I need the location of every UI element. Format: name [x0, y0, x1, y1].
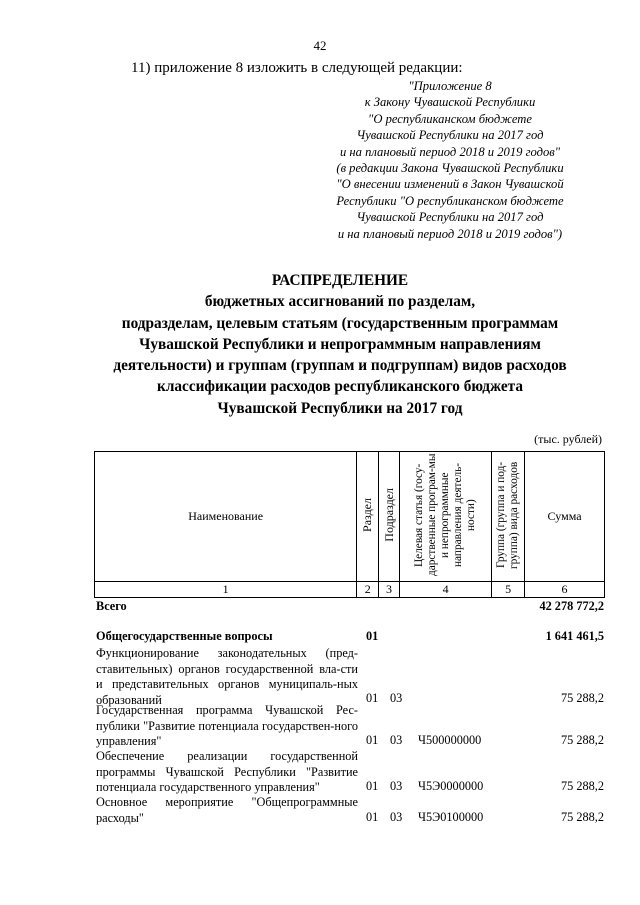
title-line: бюджетных ассигнований по разделам, — [204, 293, 476, 311]
appendix-line: и на плановый период 2018 и 2019 годов" — [339, 144, 561, 159]
title-line: Чувашской Республики и непрограммным направлениям — [139, 335, 541, 353]
col-number: 1 — [95, 582, 357, 598]
appendix-line: "О внесении изменений в Закон Чувашской — [336, 177, 564, 192]
page-number: 42 — [313, 38, 327, 53]
row-name: Общегосударственные вопросы — [96, 629, 273, 643]
appendix-line: (в редакции Закона Чувашской Республики — [336, 161, 564, 176]
row-subsection: 03 — [390, 733, 403, 747]
row-sum: 75 288,2 — [560, 810, 604, 824]
row-name: Обеспечение реализации государственной программы Чувашской Республики "Развитие потенциала государственного управления" — [96, 749, 358, 794]
row-target: Ч5Э0000000 — [418, 779, 484, 793]
row-section: 01 — [366, 691, 379, 705]
row-subsection: 03 — [390, 810, 403, 824]
appendix-line: и на плановый период 2018 и 2019 годов") — [337, 226, 563, 241]
header-name: Наименование — [95, 452, 357, 582]
appendix-caption — [300, 78, 600, 242]
row-target: Ч500000000 — [418, 733, 482, 747]
row-name: Функционирование законодательных (пред-ставительных) органов государственной вла-сти и представительных органов муниципаль-ных образований — [96, 646, 358, 707]
col-number: 5 — [492, 582, 525, 598]
header-group: Группа (группа и под-группа) вида расходов — [495, 460, 521, 569]
header-subsection: Подраздел — [381, 487, 396, 542]
row-target: Ч5Э0100000 — [418, 810, 484, 824]
col-number: 3 — [379, 582, 400, 598]
row-section: 01 — [366, 779, 379, 793]
title-line: классификации расходов республиканского бюджета — [157, 378, 523, 396]
row-sum: 1 641 461,5 — [545, 629, 604, 643]
row-sum: 75 288,2 — [560, 691, 604, 705]
title-line: деятельности) и группам (группам и подгруппам) видов расходов — [113, 357, 567, 375]
table-header — [94, 451, 605, 598]
title-line: РАСПРЕДЕЛЕНИЕ — [271, 272, 409, 289]
col-number: 4 — [399, 582, 491, 598]
document-title — [40, 270, 640, 419]
row-name: Всего — [96, 599, 127, 613]
row-name: Основное мероприятие "Общепрограммные расходы" — [96, 795, 358, 825]
row-subsection: 03 — [390, 779, 403, 793]
row-section: 01 — [366, 629, 379, 643]
units-label: (тыс. рублей) — [534, 432, 602, 446]
appendix-line: "О республиканском бюджете — [368, 111, 532, 126]
col-number: 2 — [357, 582, 379, 598]
row-sum: 42 278 772,2 — [539, 599, 604, 613]
title-line: Чувашской Республики на 2017 год — [217, 399, 463, 417]
appendix-line: Чувашской Республики на 2017 год — [356, 128, 544, 143]
appendix-line: "Приложение 8 — [408, 79, 492, 93]
title-line: подразделам, целевым статьям (государственным программам — [121, 314, 559, 332]
appendix-line: к Закону Чувашской Республики — [364, 95, 536, 110]
appendix-line: Республики "О республиканском бюджете — [336, 193, 564, 208]
intro-text: 11) приложение 8 изложить в следующей редакции: — [131, 60, 463, 76]
col-number: 6 — [525, 582, 605, 598]
header-target: Целевая статья (госу-дарственные програм-мы и непрограммные направления деятель-ности) — [413, 453, 478, 576]
row-sum: 75 288,2 — [560, 779, 604, 793]
header-sum: Сумма — [525, 452, 605, 582]
header-section: Раздел — [360, 497, 375, 532]
row-sum: 75 288,2 — [560, 733, 604, 747]
row-section: 01 — [366, 810, 379, 824]
row-subsection: 03 — [390, 691, 403, 705]
appendix-line: Чувашской Республики на 2017 год — [356, 210, 544, 225]
row-section: 01 — [366, 733, 379, 747]
row-name: Государственная программа Чувашской Рес-публики "Развитие потенциала государствен-ного управления" — [96, 703, 358, 748]
